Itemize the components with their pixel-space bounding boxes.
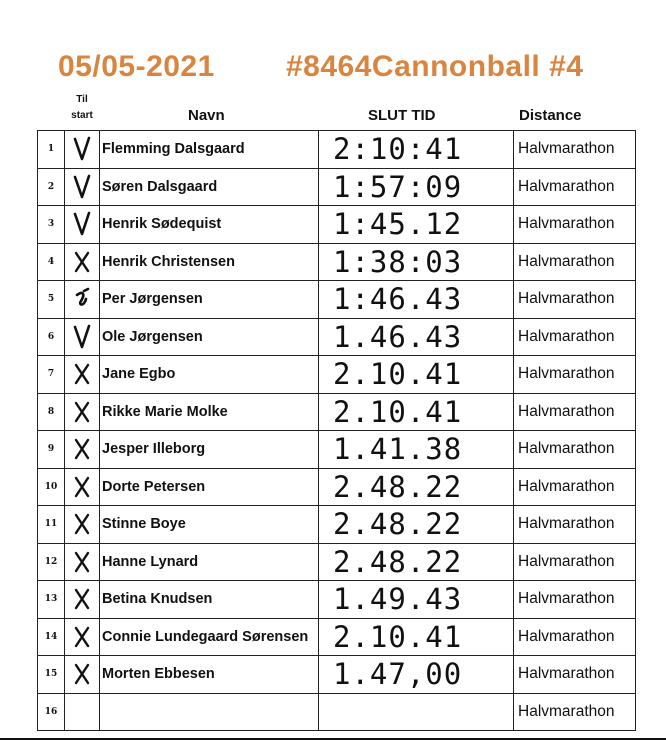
finish-time: 2.48.22	[319, 468, 514, 506]
row-number: 7	[38, 356, 65, 394]
cross-mark-icon	[65, 475, 99, 499]
runner-name: Rikke Marie Molke	[100, 393, 319, 431]
table-row	[38, 506, 636, 544]
table-row	[38, 693, 636, 731]
finish-time: 2.48.22	[319, 543, 514, 581]
cross-mark-icon	[65, 587, 99, 611]
til-start-heading	[66, 92, 98, 124]
results-table	[37, 130, 636, 731]
distance-value: Halvmarathon	[514, 393, 636, 431]
start-mark-cell	[65, 393, 100, 431]
table-row	[38, 243, 636, 281]
row-number: 4	[38, 243, 65, 281]
runner-name: Connie Lundegaard Sørensen	[100, 618, 319, 656]
check-mark-icon	[65, 174, 99, 200]
row-number: 5	[38, 281, 65, 319]
distance-value: Halvmarathon	[514, 693, 636, 731]
event-title: #8464Cannonball #4	[286, 50, 584, 83]
start-mark-cell	[65, 656, 100, 694]
start-mark-cell	[65, 356, 100, 394]
runner-name: Ole Jørgensen	[100, 318, 319, 356]
distance-value: Halvmarathon	[514, 243, 636, 281]
finish-time: 1.47,00	[319, 656, 514, 694]
runner-name	[100, 693, 319, 731]
table-row	[38, 318, 636, 356]
row-number: 3	[38, 206, 65, 244]
start-mark-cell	[65, 431, 100, 469]
table-row	[38, 431, 636, 469]
start-mark-cell	[65, 506, 100, 544]
start-mark-cell	[65, 693, 100, 731]
distance-value: Halvmarathon	[514, 581, 636, 619]
sheet-date: 05/05-2021	[58, 50, 215, 83]
finish-time: 2:10:41	[319, 131, 514, 169]
cross-mark-icon	[65, 512, 99, 536]
navn-heading: Navn	[188, 107, 225, 124]
cross-mark-icon	[65, 437, 99, 461]
slut-tid-heading: SLUT TID	[368, 107, 436, 124]
distance-heading: Distance	[519, 107, 582, 124]
finish-time: 1:46.43	[319, 281, 514, 319]
start-mark-cell	[65, 468, 100, 506]
check-mark-icon	[65, 136, 99, 162]
table-row	[38, 168, 636, 206]
runner-name: Jane Egbo	[100, 356, 319, 394]
distance-value: Halvmarathon	[514, 168, 636, 206]
finish-time: 2.10.41	[319, 356, 514, 394]
finish-time: 1.49.43	[319, 581, 514, 619]
row-number: 6	[38, 318, 65, 356]
table-row	[38, 281, 636, 319]
distance-value: Halvmarathon	[514, 356, 636, 394]
runner-name: Morten Ebbesen	[100, 656, 319, 694]
row-number: 12	[38, 543, 65, 581]
row-number: 2	[38, 168, 65, 206]
row-number: 11	[38, 506, 65, 544]
finish-time: 2.10.41	[319, 618, 514, 656]
finish-time: 1:57:09	[319, 168, 514, 206]
cross-mark-icon	[65, 662, 99, 686]
finish-time: 1.46.43	[319, 318, 514, 356]
cross-mark-icon	[65, 250, 99, 274]
distance-value: Halvmarathon	[514, 468, 636, 506]
runner-name: Betina Knudsen	[100, 581, 319, 619]
row-number: 15	[38, 656, 65, 694]
runner-name: Henrik Sødequist	[100, 206, 319, 244]
runner-name: Per Jørgensen	[100, 281, 319, 319]
finish-time: 1.41.38	[319, 431, 514, 469]
row-number: 1	[38, 131, 65, 169]
table-row	[38, 543, 636, 581]
start-mark-cell	[65, 243, 100, 281]
runner-name: Dorte Petersen	[100, 468, 319, 506]
row-number: 8	[38, 393, 65, 431]
til-start-line1: Til	[76, 94, 88, 105]
start-mark-cell	[65, 618, 100, 656]
finish-time: 2.48.22	[319, 506, 514, 544]
cross-mark-icon	[65, 400, 99, 424]
distance-value: Halvmarathon	[514, 281, 636, 319]
distance-value: Halvmarathon	[514, 543, 636, 581]
cross-mark-icon	[65, 550, 99, 574]
start-mark-cell	[65, 581, 100, 619]
runner-name: Stinne Boye	[100, 506, 319, 544]
table-row	[38, 131, 636, 169]
table-row	[38, 618, 636, 656]
cross-mark-icon	[65, 625, 99, 649]
start-mark-cell	[65, 206, 100, 244]
start-mark-cell	[65, 131, 100, 169]
distance-value: Halvmarathon	[514, 506, 636, 544]
table-row	[38, 393, 636, 431]
runner-name: Søren Dalsgaard	[100, 168, 319, 206]
distance-value: Halvmarathon	[514, 618, 636, 656]
scribble-mark-icon	[65, 287, 99, 311]
table-row	[38, 206, 636, 244]
table-row	[38, 656, 636, 694]
table-row	[38, 356, 636, 394]
finish-time: 1:38:03	[319, 243, 514, 281]
check-mark-icon	[65, 211, 99, 237]
distance-value: Halvmarathon	[514, 318, 636, 356]
start-mark-cell	[65, 281, 100, 319]
start-mark-cell	[65, 168, 100, 206]
cross-mark-icon	[65, 362, 99, 386]
finish-time	[319, 693, 514, 731]
row-number: 9	[38, 431, 65, 469]
runner-name: Henrik Christensen	[100, 243, 319, 281]
row-number: 16	[38, 693, 65, 731]
check-mark-icon	[65, 324, 99, 350]
finish-time: 2.10.41	[319, 393, 514, 431]
finish-time: 1:45.12	[319, 206, 514, 244]
distance-value: Halvmarathon	[514, 131, 636, 169]
start-mark-cell	[65, 318, 100, 356]
runner-name: Hanne Lynard	[100, 543, 319, 581]
distance-value: Halvmarathon	[514, 656, 636, 694]
table-row	[38, 581, 636, 619]
distance-value: Halvmarathon	[514, 206, 636, 244]
runner-name: Flemming Dalsgaard	[100, 131, 319, 169]
runner-name: Jesper Illeborg	[100, 431, 319, 469]
start-mark-cell	[65, 543, 100, 581]
row-number: 10	[38, 468, 65, 506]
distance-value: Halvmarathon	[514, 431, 636, 469]
row-number: 14	[38, 618, 65, 656]
til-start-line2: start	[71, 110, 93, 121]
table-row	[38, 468, 636, 506]
row-number: 13	[38, 581, 65, 619]
results-table-body	[38, 131, 636, 731]
